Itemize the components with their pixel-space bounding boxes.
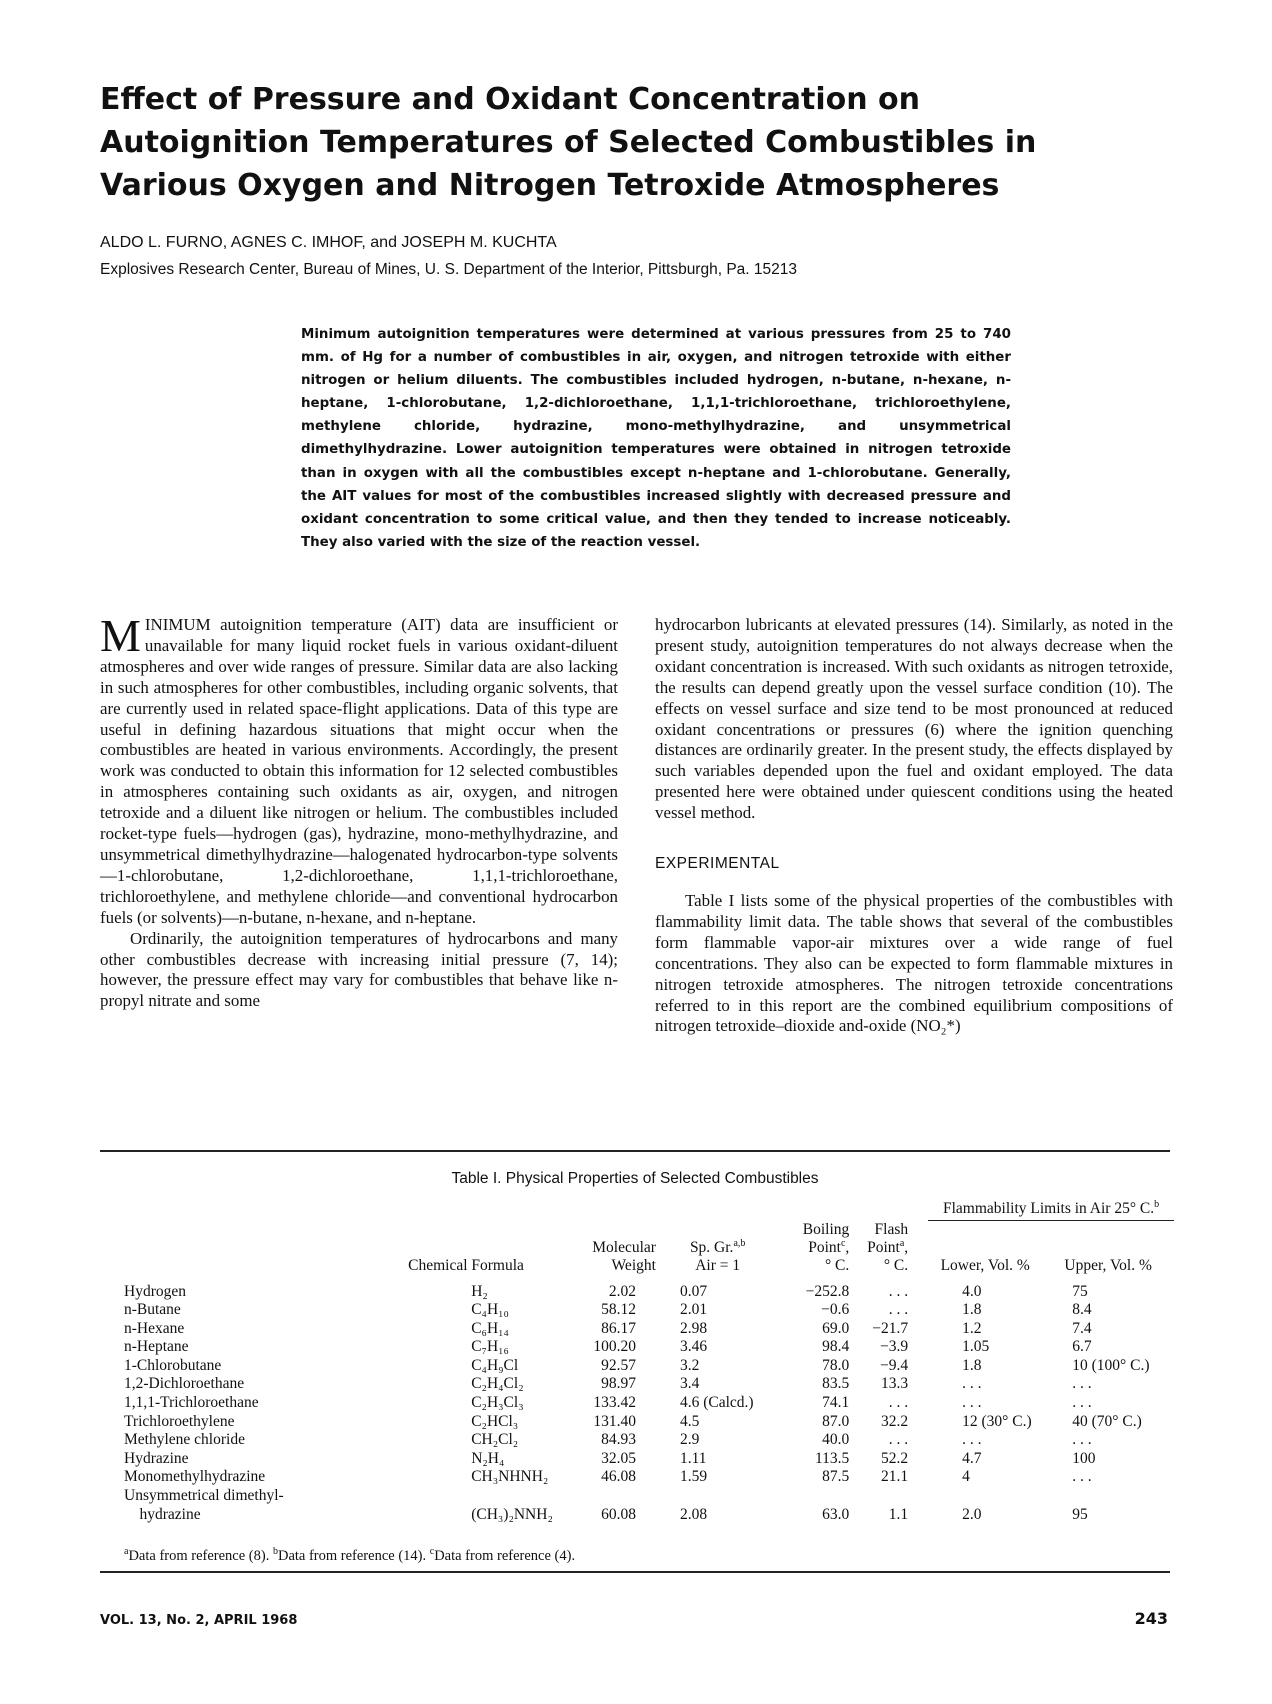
cell-name: Hydrazine	[124, 1449, 189, 1467]
table-row	[124, 1375, 1174, 1394]
cell-bp: 87.0	[822, 1412, 850, 1430]
header-upper-limit: Upper, Vol. %	[1064, 1256, 1152, 1274]
cell-name: n-Butane	[124, 1301, 181, 1319]
cell-fp: . . .	[888, 1282, 909, 1300]
table-top-rule	[100, 1150, 1170, 1152]
cell-lower: 1.2	[962, 1319, 982, 1337]
cell-mw: 131.40	[593, 1412, 636, 1430]
table-row	[124, 1357, 1174, 1376]
cell-formula: C₄H₁₀	[471, 1301, 509, 1319]
cell-mw: 2.02	[608, 1282, 636, 1300]
cell-name: Hydrogen	[124, 1282, 186, 1300]
cell-mw: 84.93	[601, 1431, 636, 1449]
header-molecular-weight: Molecular Weight	[592, 1238, 656, 1274]
table-row	[124, 1413, 1174, 1432]
table-row	[124, 1506, 1174, 1525]
cell-lower: 1.8	[962, 1356, 982, 1374]
cell-name: Trichloroethylene	[124, 1412, 235, 1430]
cell-sg: 2.98	[679, 1319, 708, 1337]
cell-upper: . . .	[1072, 1375, 1092, 1393]
cell-lower: 4.7	[962, 1449, 982, 1467]
cell-bp	[779, 1487, 849, 1506]
cell-formula: C₂H₃Cl₃	[471, 1394, 524, 1412]
cell-formula: CH₂Cl₂	[471, 1431, 519, 1449]
affiliation: Explosives Research Center, Bureau of Mines, U. S. Department of the Interior, Pittsburgh, Pa. 15213	[100, 261, 798, 278]
footnote-b: Data from reference (14).	[277, 1548, 427, 1564]
cell-fp: . . .	[888, 1394, 909, 1412]
cell-sg	[656, 1487, 779, 1506]
cell-sg: 2.01	[679, 1301, 708, 1319]
cell-bp: −0.6	[821, 1301, 850, 1319]
cell-mw: 46.08	[601, 1468, 636, 1486]
table-row	[124, 1468, 1174, 1487]
header-boiling-point: Boiling Point$^c$, ° C.	[802, 1220, 850, 1274]
paragraph-2: Ordinarily, the autoignition temperatures of hydrocarbons and many other combustibles decrease with increasing initial pressure (7, 14); however, the pressure effect may vary for combustibles that behave like n-propyl nitrate and some	[100, 928, 618, 1011]
lead-word: INIMUM	[144, 615, 211, 634]
header-specific-gravity: Sp. Gr.$^{a,b}$ Air = 1	[689, 1237, 746, 1274]
page-number: 243	[1134, 1609, 1168, 1628]
header-flash-point: Flash Point$^a$, ° C.	[867, 1220, 909, 1274]
cell-mw: 133.42	[593, 1394, 636, 1412]
paragraph-3: hydrocarbon lubricants at elevated pressures (14). Similarly, as noted in the present study, autoignition temperatures do not always decrease when the oxidant concentration is increased. With such oxidants as nitrogen tetroxide, the results can depend greatly upon the vessel surface condition (10). The effects on vessel surface and size tend to be most pronounced at reduced oxidant concentrations or pressures (6) where the ignition quenching distances are ordinarily greater. In the present study, the effects displayed by such variables depended upon the fuel and oxidant employed. The data presented here were obtained under quiescent conditions using the heated vessel method.	[655, 615, 1173, 823]
physical-properties-table	[124, 1200, 1174, 1524]
cell-bp: 78.0	[822, 1356, 850, 1374]
cell-name: 1-Chlorobutane	[124, 1356, 222, 1374]
cell-formula: C₄H₉Cl	[471, 1356, 519, 1374]
cell-mw: 60.08	[601, 1505, 636, 1523]
cell-sg: 2.08	[679, 1505, 708, 1523]
table-footnotes: $^a$Data from reference (8). $^b$Data from reference (14). $^c$Data from reference (4).	[124, 1546, 576, 1564]
cell-bp: 98.4	[822, 1338, 850, 1356]
cell-lower: 4	[962, 1468, 970, 1486]
cell-fp: −21.7	[872, 1319, 909, 1337]
cell-mw: 58.12	[601, 1301, 636, 1319]
table-row	[124, 1394, 1174, 1413]
cell-lower: . . .	[962, 1375, 982, 1393]
left-column	[100, 610, 618, 1012]
table-row	[124, 1450, 1174, 1469]
cell-sg: 0.07	[679, 1282, 708, 1300]
cell-mw: 32.05	[601, 1449, 636, 1467]
footnote-c: Data from reference (4).	[434, 1548, 576, 1564]
drop-cap: M	[100, 610, 141, 661]
table-row	[124, 1283, 1174, 1302]
cell-formula: C₂HCl₃	[471, 1412, 519, 1430]
cell-formula: C₆H₁₄	[471, 1319, 509, 1337]
cell-bp: 40.0	[822, 1431, 850, 1449]
footnote-a: Data from reference (8).	[128, 1548, 270, 1564]
journal-volume: VOL. 13, No. 2, APRIL 1968	[100, 1613, 298, 1628]
table-row	[124, 1320, 1174, 1339]
cell-upper: 75	[1072, 1282, 1088, 1300]
cell-fp: 1.1	[888, 1505, 909, 1523]
cell-upper: 40 (70° C.)	[1072, 1412, 1142, 1430]
cell-sg: 2.9	[679, 1431, 700, 1449]
cell-fp: 52.2	[881, 1449, 909, 1467]
cell-upper: 10 (100° C.)	[1072, 1356, 1150, 1374]
cell-upper: 95	[1072, 1505, 1088, 1523]
cell-upper: . . .	[1072, 1431, 1092, 1449]
cell-bp: 74.1	[822, 1394, 850, 1412]
title-line-1: Effect of Pressure and Oxidant Concentration on	[100, 82, 920, 117]
cell-sg: 4.6 (Calcd.)	[679, 1394, 754, 1412]
cell-bp: −252.8	[805, 1282, 850, 1300]
cell-fp: . . .	[888, 1301, 909, 1319]
cell-bp: 87.5	[822, 1468, 850, 1486]
table-row	[124, 1301, 1174, 1320]
cell-name: Methylene chloride	[124, 1431, 245, 1449]
cell-formula: C₇H₁₆	[471, 1338, 509, 1356]
cell-bp: 69.0	[822, 1319, 850, 1337]
cell-formula: N₂H₄	[471, 1449, 505, 1467]
cell-upper: 6.7	[1072, 1338, 1092, 1356]
cell-lower: . . .	[962, 1394, 982, 1412]
authors: ALDO L. FURNO, AGNES C. IMHOF, and JOSEPH M. KUCHTA	[100, 234, 557, 251]
cell-mw: 92.57	[601, 1356, 636, 1374]
title-line-2: Autoignition Temperatures of Selected Combustibles in	[100, 125, 1037, 160]
cell-name: n-Hexane	[124, 1319, 185, 1337]
paragraph-1-text: autoignition temperature (AIT) data are insufficient or unavailable for many liquid rocket fuels in various oxidant-diluent atmospheres and over wide ranges of pressure. Similar data are also lacking in such atmospheres for other combustibles, including organic solvents, that are currently used in related space-flight applications. Data of this type are useful in defining hazardous situations that might occur when the combustibles are heated in various environments. Accordingly, the present work was conducted to obtain this information for 12 selected combustibles in atmospheres containing such oxidants as air, oxygen, and nitrogen tetroxide and a diluent like nitrogen or helium. The combustibles included rocket-type fuels—hydrogen (gas), hydrazine, mono-methylhydrazine, and unsymmetrical dimethylhydrazine—halogenated hydrocarbon-type solvents—1-chlorobutane, 1,2-dichloroethane, 1,1,1-trichloroethane, trichloroethylene, and methylene chloride—and conventional hydrocarbon fuels (or solvents)—n-butane, n-hexane, and n-heptane.	[100, 615, 618, 927]
table-header-row-top	[124, 1200, 1174, 1221]
cell-mw: 86.17	[601, 1319, 636, 1337]
right-column	[655, 615, 1173, 1037]
cell-sg: 3.2	[679, 1356, 700, 1374]
cell-name: n-Heptane	[124, 1338, 189, 1356]
cell-lower	[928, 1487, 1042, 1506]
paragraph-intro	[100, 610, 618, 929]
cell-fp: 32.2	[881, 1412, 909, 1430]
cell-lower: 2.0	[962, 1505, 982, 1523]
header-lower-limit: Lower, Vol. %	[940, 1256, 1030, 1274]
cell-bp: 113.5	[814, 1449, 850, 1467]
cell-upper: 8.4	[1072, 1301, 1092, 1319]
cell-formula	[379, 1487, 553, 1506]
header-formula: Chemical Formula	[408, 1256, 524, 1274]
cell-mw: 98.97	[601, 1375, 636, 1393]
table-body	[124, 1283, 1174, 1525]
cell-upper: 100	[1072, 1449, 1096, 1467]
cell-sg: 3.46	[679, 1338, 708, 1356]
cell-upper: . . .	[1072, 1394, 1092, 1412]
cell-name: Unsymmetrical dimethyl-	[124, 1487, 284, 1505]
cell-fp: . . .	[888, 1431, 909, 1449]
cell-lower: 1.8	[962, 1301, 982, 1319]
cell-fp: 21.1	[881, 1468, 909, 1486]
flammability-limits-header: Flammability Limits in Air 25° C.$^b$	[928, 1200, 1174, 1221]
cell-fp: −3.9	[880, 1338, 909, 1356]
cell-fp: −9.4	[880, 1356, 909, 1374]
cell-name: 1,2-Dichloroethane	[124, 1375, 245, 1393]
cell-upper	[1042, 1487, 1174, 1506]
cell-formula: C₂H₄Cl₂	[471, 1375, 524, 1393]
title-line-3: Various Oxygen and Nitrogen Tetroxide Atmospheres	[100, 168, 1000, 203]
cell-sg: 1.59	[679, 1468, 708, 1486]
section-heading-experimental: EXPERIMENTAL	[655, 855, 780, 873]
cell-name: Monomethylhydrazine	[124, 1468, 266, 1486]
table-row	[124, 1487, 1174, 1506]
cell-bp: 63.0	[822, 1505, 850, 1523]
cell-bp: 83.5	[822, 1375, 850, 1393]
table-header-row	[124, 1221, 1174, 1275]
cell-lower: 4.0	[962, 1282, 982, 1300]
table-row	[124, 1431, 1174, 1450]
table-bottom-rule	[100, 1571, 1170, 1573]
cell-lower: 12 (30° C.)	[962, 1412, 1032, 1430]
table-row	[124, 1338, 1174, 1357]
cell-sg: 4.5	[679, 1412, 700, 1430]
paragraph-4: Table I lists some of the physical properties of the combustibles with flammability limit data. The table shows that several of the combustibles form flammable vapor-air mixtures over a wide range of fuel concentrations. They also can be expected to form flammable mixtures in nitrogen tetroxide atmospheres. The nitrogen tetroxide concentrations referred to in this report are the combined equilibrium compositions of nitrogen tetroxide–dioxide and-oxide (NO₂*)	[655, 890, 1173, 1036]
table-caption: Table I. Physical Properties of Selected Combustibles	[451, 1170, 819, 1187]
cell-lower: . . .	[962, 1431, 982, 1449]
cell-sg: 3.4	[679, 1375, 700, 1393]
cell-mw: 100.20	[593, 1338, 636, 1356]
cell-fp	[849, 1487, 928, 1506]
cell-sg: 1.11	[679, 1449, 707, 1467]
cell-mw	[553, 1487, 656, 1506]
cell-name: hydrazine	[124, 1505, 201, 1523]
cell-fp: 13.3	[881, 1375, 909, 1393]
article-title	[100, 78, 1180, 207]
abstract: Minimum autoignition temperatures were determined at various pressures from 25 to 740 mm. of Hg for a number of combustibles in air, oxygen, and nitrogen tetroxide with either nitrogen or helium diluents. The combustibles included hydrogen, n-butane, n-hexane, n-heptane, 1-chlorobutane, 1,2-dichloroethane, 1,1,1-trichloroethane, trichloroethylene, methylene chloride, hydrazine, mono-methylhydrazine, and unsymmetrical dimethylhydrazine. Lower autoignition temperatures were obtained in nitrogen tetroxide than in oxygen with all the combustibles except n-heptane and 1-chlorobutane. Generally, the AIT values for most of the combustibles increased slightly with decreased pressure and oxidant concentration to some critical value, and then they tended to increase noticeably. They also varied with the size of the reaction vessel.	[301, 327, 1011, 550]
cell-upper: 7.4	[1072, 1319, 1092, 1337]
cell-formula: (CH₃)₂NNH₂	[471, 1505, 553, 1523]
cell-lower: 1.05	[962, 1338, 990, 1356]
cell-name: 1,1,1-Trichloroethane	[124, 1394, 259, 1412]
cell-upper: . . .	[1072, 1468, 1092, 1486]
cell-formula: H₂	[471, 1282, 488, 1300]
cell-formula: CH₃NHNH₂	[471, 1468, 549, 1486]
